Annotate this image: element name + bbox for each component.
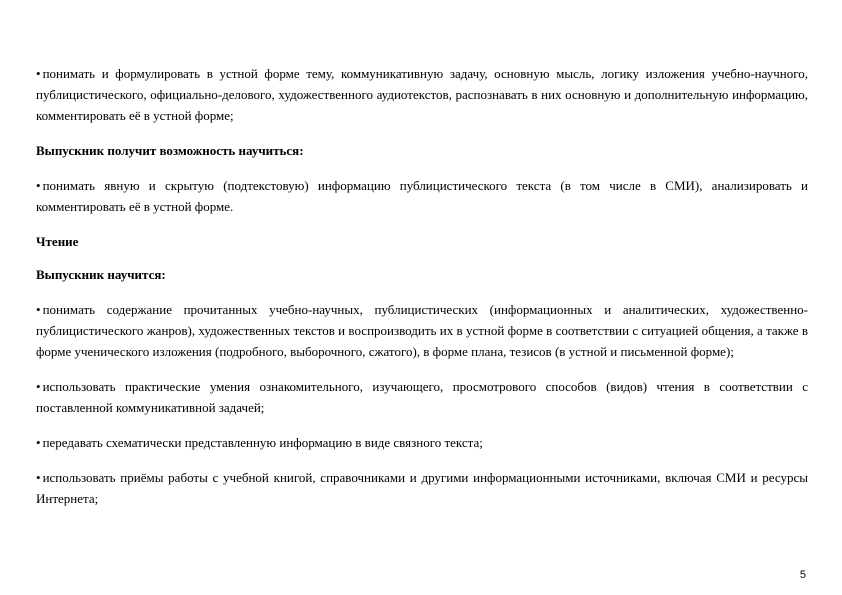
- heading-graduate-opportunity: Выпускник получит возможность научиться:: [36, 143, 304, 158]
- bullet-paragraph-reading-skills: [36, 376, 808, 418]
- bullet-paragraph-reading-content: [36, 299, 808, 362]
- document-body: [36, 63, 808, 509]
- paragraph-text: понимать и формулировать в устной форме тему, коммуникативную задачу, основную мысль, логику изложения учебно-научного, публицистического, официально-делового, художественного аудиотекстов, распознавать в них основную и дополнительную информацию, комментировать её в устной форме;: [36, 66, 808, 123]
- bullet-paragraph-listening-understanding: [36, 63, 808, 126]
- bullet-marker: •: [36, 178, 41, 193]
- bullet-paragraph-schematic-info: [36, 432, 808, 453]
- bullet-marker: •: [36, 379, 41, 394]
- bullet-marker: •: [36, 302, 41, 317]
- paragraph-text: использовать практические умения ознакомительного, изучающего, просмотрового способов (видов) чтения в соответствии с поставленной коммуникативной задачей;: [36, 379, 808, 415]
- bullet-paragraph-reference-sources: [36, 467, 808, 509]
- section-heading-reading: Чтение: [36, 234, 79, 249]
- bullet-paragraph-publicistic-info: [36, 175, 808, 217]
- paragraph-text: понимать содержание прочитанных учебно-научных, публицистических (информационных и аналитических, художественно-публицистического жанров), художественных текстов и воспроизводить их в устной форме в соответствии с ситуацией общения, а также в форме ученического изложения (подробного, выборочного, сжатого), в форме плана, тезисов (в устной и письменной форме);: [36, 302, 808, 359]
- page-number: 5: [799, 569, 806, 581]
- heading-graduate-will-learn: Выпускник научится:: [36, 267, 166, 282]
- paragraph-text: использовать приёмы работы с учебной книгой, справочниками и другими информационными источниками, включая СМИ и ресурсы Интернета;: [36, 470, 808, 506]
- paragraph-text: понимать явную и скрытую (подтекстовую) информацию публицистического текста (в том числе в СМИ), анализировать и комментировать её в устной форме.: [36, 178, 808, 214]
- bullet-marker: •: [36, 435, 41, 450]
- bullet-marker: •: [36, 470, 41, 485]
- paragraph-text: передавать схематически представленную информацию в виде связного текста;: [42, 435, 483, 450]
- bullet-marker: •: [36, 66, 41, 81]
